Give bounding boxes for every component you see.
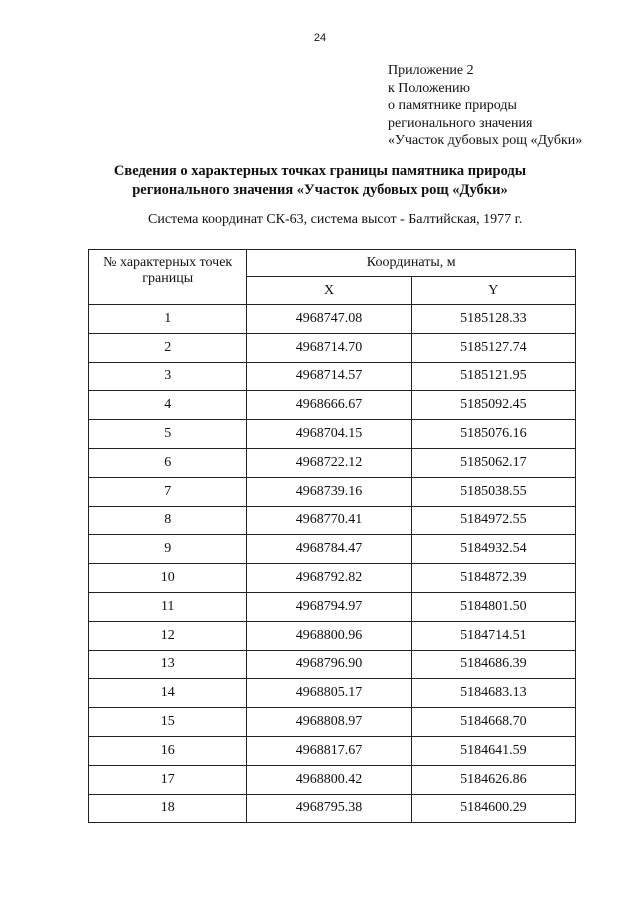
cell-point-number: 17 [89, 765, 247, 794]
cell-y: 5185076.16 [411, 420, 575, 449]
cell-point-number: 1 [89, 305, 247, 334]
cell-x: 4968784.47 [247, 535, 411, 564]
cell-y: 5184972.55 [411, 506, 575, 535]
cell-point-number: 3 [89, 362, 247, 391]
cell-point-number: 13 [89, 650, 247, 679]
table-row [89, 333, 576, 362]
table-row [89, 506, 576, 535]
cell-y: 5184932.54 [411, 535, 575, 564]
cell-x: 4968739.16 [247, 477, 411, 506]
cell-y: 5184626.86 [411, 765, 575, 794]
cell-point-number: 10 [89, 564, 247, 593]
cell-point-number: 8 [89, 506, 247, 535]
table-row [89, 708, 576, 737]
cell-x: 4968800.96 [247, 621, 411, 650]
header-x: X [247, 277, 411, 305]
table-row [89, 535, 576, 564]
table-row [89, 448, 576, 477]
table-row [89, 650, 576, 679]
header-y: Y [411, 277, 575, 305]
table-body [89, 305, 576, 823]
cell-y: 5185121.95 [411, 362, 575, 391]
table-row [89, 794, 576, 823]
page-number: 24 [313, 32, 327, 44]
cell-point-number: 7 [89, 477, 247, 506]
appendix-line: Приложение 2 [388, 63, 474, 78]
cell-point-number: 6 [89, 448, 247, 477]
cell-point-number: 2 [89, 333, 247, 362]
cell-y: 5185128.33 [411, 305, 575, 334]
cell-point-number: 4 [89, 391, 247, 420]
cell-point-number: 11 [89, 592, 247, 621]
cell-x: 4968805.17 [247, 679, 411, 708]
table-row [89, 736, 576, 765]
cell-x: 4968666.67 [247, 391, 411, 420]
cell-x: 4968817.67 [247, 736, 411, 765]
cell-y: 5184801.50 [411, 592, 575, 621]
cell-y: 5185092.45 [411, 391, 575, 420]
table-row [89, 362, 576, 391]
appendix-line: регионального значения [388, 115, 533, 131]
table-row [89, 420, 576, 449]
cell-x: 4968722.12 [247, 448, 411, 477]
appendix-line: к Положению [388, 80, 471, 96]
cell-point-number: 16 [89, 736, 247, 765]
appendix-line: о памятнике природы [388, 98, 517, 113]
cell-y: 5185062.17 [411, 448, 575, 477]
cell-x: 4968792.82 [247, 564, 411, 593]
cell-point-number: 18 [89, 794, 247, 823]
table-row [89, 564, 576, 593]
cell-x: 4968800.42 [247, 765, 411, 794]
cell-y: 5184668.70 [411, 708, 575, 737]
appendix-line: «Участок дубовых рощ «Дубки» [388, 133, 583, 148]
cell-point-number: 15 [89, 708, 247, 737]
table-row [89, 305, 576, 334]
cell-y: 5184872.39 [411, 564, 575, 593]
cell-point-number: 9 [89, 535, 247, 564]
cell-y: 5184714.51 [411, 621, 575, 650]
cell-x: 4968704.15 [247, 420, 411, 449]
header-coordinates: Координаты, м [247, 250, 576, 277]
cell-x: 4968808.97 [247, 708, 411, 737]
cell-y: 5184683.13 [411, 679, 575, 708]
cell-y: 5184686.39 [411, 650, 575, 679]
table-row [89, 477, 576, 506]
table-row [89, 765, 576, 794]
document-title [0, 162, 640, 200]
coordinate-system-note: Система координат СК-63, система высот - Балтийская, 1977 г. [148, 212, 523, 227]
cell-y: 5184641.59 [411, 736, 575, 765]
cell-y: 5185038.55 [411, 477, 575, 506]
cell-x: 4968795.38 [247, 794, 411, 823]
cell-y: 5184600.29 [411, 794, 575, 823]
cell-x: 4968714.57 [247, 362, 411, 391]
cell-x: 4968770.41 [247, 506, 411, 535]
cell-y: 5185127.74 [411, 333, 575, 362]
header-point-number: № характерных точек границы [89, 250, 247, 305]
cell-x: 4968796.90 [247, 650, 411, 679]
title-line-1: Сведения о характерных точках границы памятника природы [113, 163, 527, 179]
cell-point-number: 14 [89, 679, 247, 708]
coordinates-table [88, 249, 576, 823]
cell-x: 4968794.97 [247, 592, 411, 621]
cell-point-number: 5 [89, 420, 247, 449]
title-line-2: регионального значения «Участок дубовых рощ «Дубки» [132, 182, 508, 198]
cell-point-number: 12 [89, 621, 247, 650]
table-row [89, 592, 576, 621]
cell-x: 4968714.70 [247, 333, 411, 362]
table-row [89, 621, 576, 650]
cell-x: 4968747.08 [247, 305, 411, 334]
appendix-note [388, 62, 582, 150]
table-row [89, 391, 576, 420]
table-header-row [89, 250, 576, 277]
table-row [89, 679, 576, 708]
